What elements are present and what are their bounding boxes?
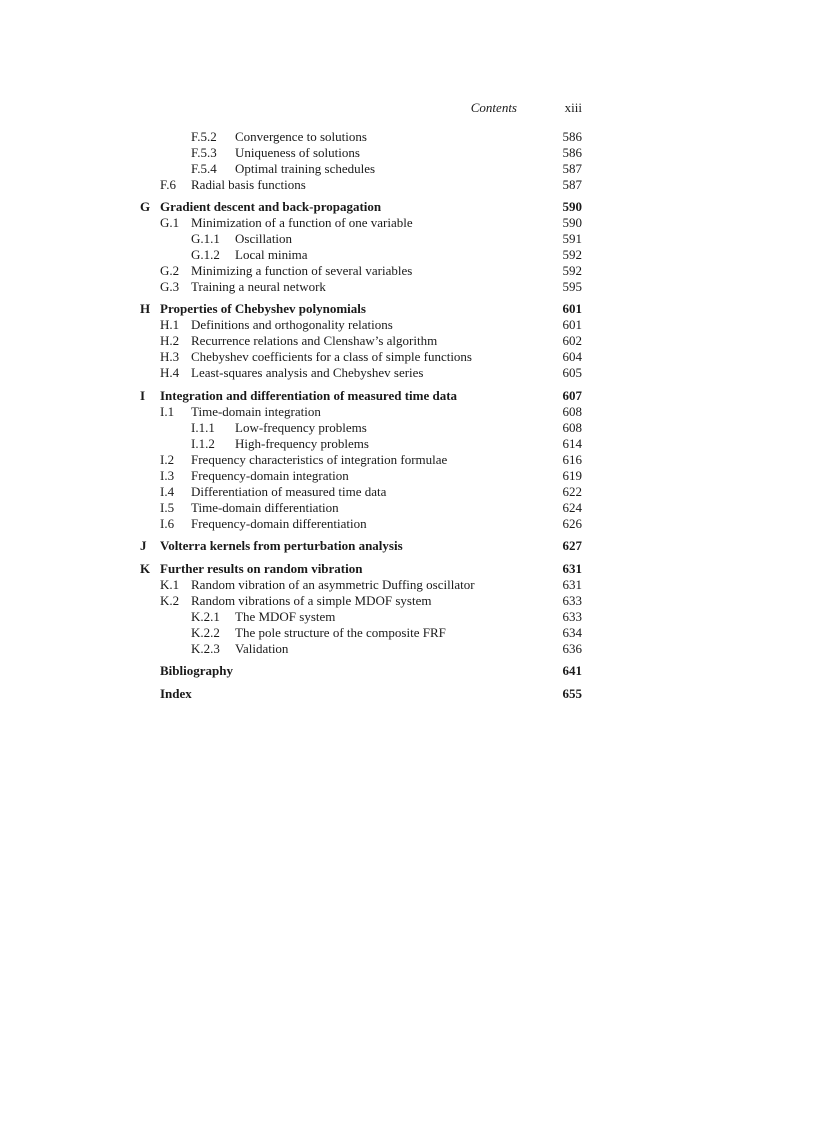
- toc-entry-page: 655: [562, 686, 582, 701]
- toc-entry-number: I.3: [160, 468, 175, 483]
- toc-entry-page: 587: [562, 161, 582, 176]
- toc-entry: [140, 577, 582, 593]
- toc-entry-page: 586: [562, 145, 582, 160]
- toc-entry-page: 605: [562, 365, 582, 380]
- toc-entry: [140, 145, 582, 161]
- page-number: xiii: [564, 100, 582, 115]
- toc-entry-number: F.5.4: [191, 161, 217, 176]
- toc-entry-title: The MDOF system: [235, 609, 336, 624]
- toc-entry-title: Time-domain differentiation: [191, 500, 339, 515]
- toc-entry-title: Frequency-domain differentiation: [191, 516, 367, 531]
- toc-entry-number: F.5.2: [191, 129, 217, 144]
- toc-entry: [140, 215, 582, 231]
- toc-entry: [140, 641, 582, 657]
- toc-entry: [140, 365, 582, 381]
- toc-entry-title: Index: [160, 686, 192, 701]
- toc-entry-number: F.6: [160, 177, 176, 192]
- toc-chapter-entry: [140, 538, 582, 554]
- toc-entry-title: Recurrence relations and Clenshaw’s algorithm: [191, 333, 438, 348]
- toc-entry-number: G.2: [160, 263, 180, 278]
- toc-entry-number: I.4: [160, 484, 175, 499]
- toc-entry-page: 622: [562, 484, 582, 499]
- toc-entry: [140, 263, 582, 279]
- toc-entry-title: Time-domain integration: [191, 404, 321, 419]
- toc-entry-number: I: [140, 388, 146, 403]
- toc-entry-number: H.1: [160, 317, 180, 332]
- toc-entry-page: 634: [562, 625, 582, 640]
- toc-chapter-entry: [140, 561, 582, 577]
- toc-entry-title: Minimizing a function of several variables: [191, 263, 413, 278]
- toc-entry-number: G: [140, 199, 151, 214]
- toc-entry: [140, 625, 582, 641]
- toc-entry-title: Frequency characteristics of integration formulae: [191, 452, 448, 467]
- toc-entry-page: 591: [562, 231, 582, 246]
- toc-entry: [140, 404, 582, 420]
- toc-entry: [140, 161, 582, 177]
- toc-entry-title: Radial basis functions: [191, 177, 306, 192]
- toc-entry-number: K.1: [160, 577, 180, 592]
- toc-entry-number: G.1.1: [191, 231, 220, 246]
- toc-entry-page: 602: [562, 333, 582, 348]
- toc-entry: [140, 349, 582, 365]
- toc-entry-page: 592: [562, 263, 582, 278]
- toc-entry-title: Random vibrations of a simple MDOF system: [191, 593, 432, 608]
- toc-backmatter-entry: [140, 686, 582, 702]
- toc-entry-page: 590: [562, 199, 582, 214]
- toc-entry-title: Random vibration of an asymmetric Duffing oscillator: [191, 577, 475, 592]
- toc-entry-page: 626: [562, 516, 582, 531]
- toc-entry-title: Bibliography: [160, 663, 233, 678]
- toc-entry: [140, 609, 582, 625]
- toc-entry-title: Validation: [235, 641, 289, 656]
- toc-entry-page: 641: [562, 663, 582, 678]
- toc-entry-page: 608: [562, 404, 582, 419]
- toc-entry-page: 608: [562, 420, 582, 435]
- toc-entry-title: Chebyshev coefficients for a class of simple functions: [191, 349, 472, 364]
- toc-entry-number: H.3: [160, 349, 180, 364]
- toc-entry: [140, 247, 582, 263]
- running-header: [140, 100, 582, 116]
- toc-entry-title: Convergence to solutions: [235, 129, 367, 144]
- toc-entry-title: Local minima: [235, 247, 308, 262]
- toc-entry-page: 601: [562, 301, 582, 316]
- toc-entry: [140, 500, 582, 516]
- toc-entry-number: I.1.2: [191, 436, 215, 451]
- toc-entry-page: 590: [562, 215, 582, 230]
- toc-entry: [140, 333, 582, 349]
- toc-entry-title: High-frequency problems: [235, 436, 369, 451]
- toc-entry-number: K.2: [160, 593, 180, 608]
- toc-entry-number: I.1: [160, 404, 175, 419]
- toc-entry-page: 587: [562, 177, 582, 192]
- toc-entry-number: I.5: [160, 500, 175, 515]
- toc-entry-number: H.2: [160, 333, 180, 348]
- toc-entry-title: Gradient descent and back-propagation: [160, 199, 382, 214]
- toc-entry-title: Frequency-domain integration: [191, 468, 349, 483]
- toc-entry: [140, 452, 582, 468]
- toc-entry-title: Uniqueness of solutions: [235, 145, 360, 160]
- toc-entry-title: Training a neural network: [191, 279, 326, 294]
- toc-entry-title: Further results on random vibration: [160, 561, 363, 576]
- toc-chapter-entry: [140, 301, 582, 317]
- toc-entry-page: 607: [562, 388, 582, 403]
- toc-entry-number: K: [140, 561, 151, 576]
- toc-entry-number: K.2.3: [191, 641, 220, 656]
- toc-entry: [140, 593, 582, 609]
- toc-entry-page: 616: [562, 452, 582, 467]
- toc-entry-page: 624: [562, 500, 582, 515]
- toc-entry-page: 631: [562, 561, 582, 576]
- toc-entry-page: 604: [562, 349, 582, 364]
- toc-entry-number: I.1.1: [191, 420, 215, 435]
- toc-entry-title: Least-squares analysis and Chebyshev series: [191, 365, 424, 380]
- toc-entry-title: Low-frequency problems: [235, 420, 367, 435]
- toc-entry: [140, 231, 582, 247]
- toc-entry-page: 592: [562, 247, 582, 262]
- toc-entry-page: 586: [562, 129, 582, 144]
- toc-entry-page: 619: [562, 468, 582, 483]
- toc-entry: [140, 177, 582, 193]
- toc-entry: [140, 317, 582, 333]
- toc-entry-title: Optimal training schedules: [235, 161, 376, 176]
- running-header-title: Contents: [470, 100, 517, 115]
- toc-entry-page: 633: [562, 593, 582, 608]
- toc-entry-number: F.5.3: [191, 145, 217, 160]
- toc-entry-title: Integration and differentiation of measured time data: [160, 388, 458, 403]
- toc-entry-title: Minimization of a function of one variable: [191, 215, 413, 230]
- toc-entry-title: The pole structure of the composite FRF: [235, 625, 446, 640]
- toc-entry-page: 595: [562, 279, 582, 294]
- toc-entry-page: 631: [562, 577, 582, 592]
- toc-entry-page: 633: [562, 609, 582, 624]
- toc-entry: [140, 279, 582, 295]
- toc-entry-number: G.3: [160, 279, 180, 294]
- toc-entry-title: Definitions and orthogonality relations: [191, 317, 393, 332]
- toc-entry-number: K.2.2: [191, 625, 220, 640]
- toc-entry-page: 601: [562, 317, 582, 332]
- toc-entry-title: Volterra kernels from perturbation analysis: [160, 538, 403, 553]
- toc-entry: [140, 468, 582, 484]
- toc-entry-page: 636: [562, 641, 582, 656]
- toc-entry-page: 627: [562, 538, 582, 553]
- toc-entry-number: G.1: [160, 215, 180, 230]
- toc-entry: [140, 484, 582, 500]
- toc-entry-number: I.6: [160, 516, 175, 531]
- toc-entry: [140, 516, 582, 532]
- toc-entry-number: H: [140, 301, 151, 316]
- toc-entry-number: I.2: [160, 452, 175, 467]
- toc-backmatter-entry: [140, 663, 582, 679]
- toc-entry-number: H.4: [160, 365, 180, 380]
- toc-entry-number: J: [140, 538, 147, 553]
- toc-entry-number: K.2.1: [191, 609, 220, 624]
- toc-entry-title: Properties of Chebyshev polynomials: [160, 301, 366, 316]
- toc-entry-page: 614: [562, 436, 582, 451]
- toc-chapter-entry: [140, 388, 582, 404]
- toc-entry-number: G.1.2: [191, 247, 220, 262]
- toc-entry-title: Oscillation: [235, 231, 293, 246]
- toc-entry: [140, 420, 582, 436]
- toc-entry-title: Differentiation of measured time data: [191, 484, 387, 499]
- toc-chapter-entry: [140, 199, 582, 215]
- toc-entry: [140, 129, 582, 145]
- toc-entry: [140, 436, 582, 452]
